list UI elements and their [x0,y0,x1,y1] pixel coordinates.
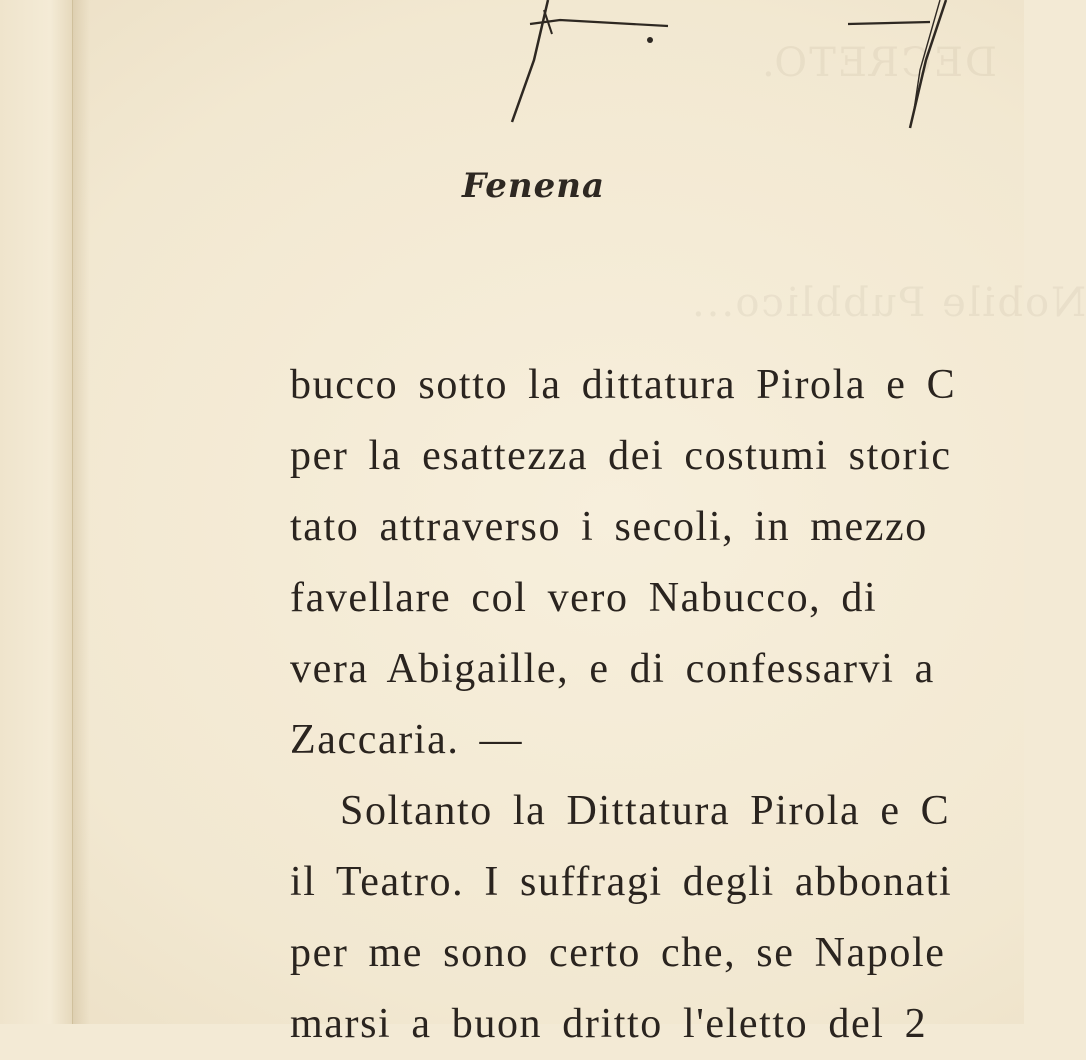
illustration-caption: Fenena [462,166,606,206]
book-gutter [72,0,90,1024]
text-line: vera Abigaille, e di confessarvi a [290,646,935,692]
text-line: per me sono certo che, se Napole [290,930,946,976]
text-line: per la esattezza dei costumi storic [290,433,952,479]
text-line: il Teatro. I suffragi degli abbonati [290,859,953,905]
text-line: Soltanto la Dittatura Pirola e C [340,788,951,834]
ink-figure-sketch [500,0,960,140]
text-line: marsi a buon dritto l'eletto del 2 [290,1001,928,1047]
bleed-through-text: DECRETO. [760,40,998,86]
facing-page-edge [0,0,73,1024]
text-line: Zaccaria. — [290,717,524,763]
bleed-through-text: Nobile Pubblico... [690,280,1086,326]
text-line: bucco sotto la dittatura Pirola e C [290,362,957,408]
text-line: favellare col vero Nabucco, di [290,575,878,621]
text-line: tato attraverso i secoli, in mezzo [290,504,928,550]
body-text [290,350,1024,1060]
